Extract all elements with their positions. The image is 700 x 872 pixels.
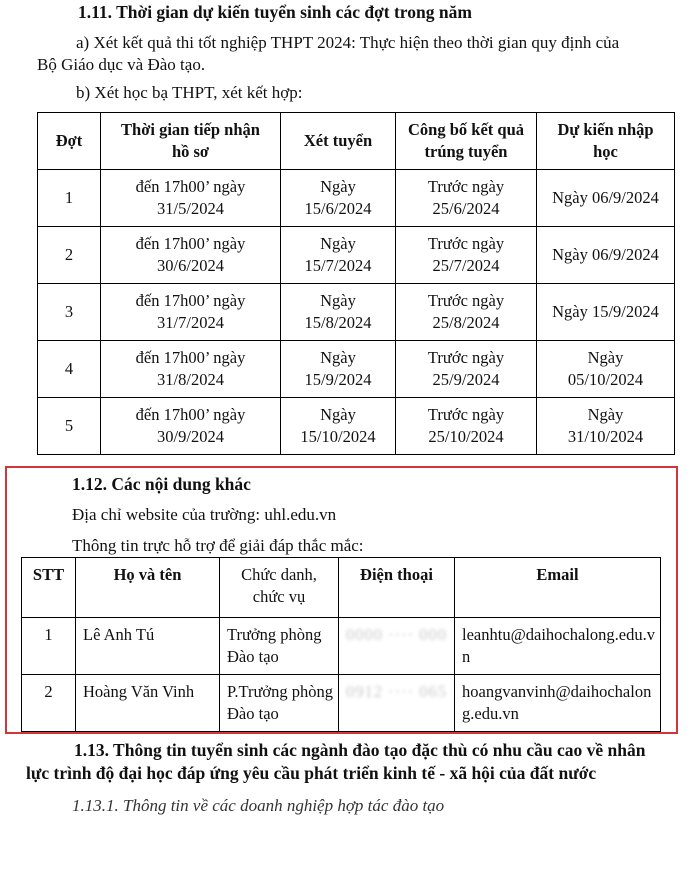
schedule-table bbox=[37, 112, 675, 455]
nhan-ho-so-cell: đến 17h00’ ngày 30/6/2024 bbox=[101, 227, 281, 284]
nhan-ho-so-cell: đến 17h00’ ngày 31/8/2024 bbox=[101, 341, 281, 398]
xet-tuyen-cell: Ngày 15/9/2024 bbox=[281, 341, 396, 398]
table-row bbox=[22, 675, 661, 732]
header-cong-bo: Công bố kết quả trúng tuyển bbox=[396, 113, 537, 170]
dot-cell: 2 bbox=[38, 227, 101, 284]
para-a-line2: Bộ Giáo dục và Đào tạo. bbox=[37, 55, 206, 74]
stt-cell: 1 bbox=[22, 618, 76, 675]
section-1-13-1-subheading: 1.13.1. Thông tin về các doanh nghiệp hợp tác đào tạo bbox=[72, 796, 445, 815]
phone-redacted: 0000 ···· 000 bbox=[346, 625, 447, 644]
header-dien-thoai: Điện thoại bbox=[339, 558, 455, 618]
header-nhap-hoc: Dự kiến nhập học bbox=[537, 113, 675, 170]
nhap-hoc-cell: Ngày 05/10/2024 bbox=[537, 341, 675, 398]
table-row bbox=[38, 170, 675, 227]
para-b: b) Xét học bạ THPT, xét kết hợp: bbox=[76, 83, 303, 102]
title-cell: P.Trưởng phòng Đào tạo bbox=[220, 675, 339, 732]
phone-cell bbox=[339, 675, 455, 732]
cong-bo-cell: Trước ngày 25/8/2024 bbox=[396, 284, 537, 341]
xet-tuyen-cell: Ngày 15/10/2024 bbox=[281, 398, 396, 455]
nhap-hoc-cell: Ngày 06/9/2024 bbox=[537, 227, 675, 284]
table-row bbox=[38, 341, 675, 398]
name-cell: Lê Anh Tú bbox=[76, 618, 220, 675]
nhap-hoc-cell: Ngày 31/10/2024 bbox=[537, 398, 675, 455]
contact-table bbox=[21, 557, 661, 732]
section-1-13-heading-line2: lực trình độ đại học đáp ứng yêu cầu phát triển kinh tế - xã hội của đất nước bbox=[26, 763, 597, 783]
table-row bbox=[38, 227, 675, 284]
section-1-13-heading-line1: 1.13. Thông tin tuyển sinh các ngành đào tạo đặc thù có nhu cầu cao về nhân bbox=[74, 740, 646, 760]
support-line: Thông tin trực hỗ trợ để giải đáp thắc mắc: bbox=[72, 536, 364, 555]
nhap-hoc-cell: Ngày 15/9/2024 bbox=[537, 284, 675, 341]
cong-bo-cell: Trước ngày 25/6/2024 bbox=[396, 170, 537, 227]
dot-cell: 5 bbox=[38, 398, 101, 455]
table-row bbox=[38, 284, 675, 341]
email-cell: leanhtu@daihochalong.edu.vn bbox=[455, 618, 661, 675]
header-chuc-danh: Chức danh, chức vụ bbox=[220, 558, 339, 618]
header-nhan-ho-so: Thời gian tiếp nhận hồ sơ bbox=[101, 113, 281, 170]
nhan-ho-so-cell: đến 17h00’ ngày 31/5/2024 bbox=[101, 170, 281, 227]
schedule-header-row bbox=[38, 113, 675, 170]
xet-tuyen-cell: Ngày 15/6/2024 bbox=[281, 170, 396, 227]
para-a-line1: a) Xét kết quả thi tốt nghiệp THPT 2024: Thực hiện theo thời gian quy định của bbox=[76, 33, 620, 52]
website-line: Địa chỉ website của trường: uhl.edu.vn bbox=[72, 505, 337, 524]
name-cell: Hoàng Văn Vinh bbox=[76, 675, 220, 732]
xet-tuyen-cell: Ngày 15/8/2024 bbox=[281, 284, 396, 341]
email-cell: hoangvanvinh@daihochalong.edu.vn bbox=[455, 675, 661, 732]
title-cell: Trưởng phòng Đào tạo bbox=[220, 618, 339, 675]
stt-cell: 2 bbox=[22, 675, 76, 732]
table-row bbox=[38, 398, 675, 455]
section-1-12-heading: 1.12. Các nội dung khác bbox=[72, 474, 251, 494]
header-email: Email bbox=[455, 558, 661, 618]
dot-cell: 1 bbox=[38, 170, 101, 227]
contact-header-row bbox=[22, 558, 661, 618]
nhan-ho-so-cell: đến 17h00’ ngày 31/7/2024 bbox=[101, 284, 281, 341]
dot-cell: 3 bbox=[38, 284, 101, 341]
table-row bbox=[22, 618, 661, 675]
header-ho-ten: Họ và tên bbox=[76, 558, 220, 618]
dot-cell: 4 bbox=[38, 341, 101, 398]
cong-bo-cell: Trước ngày 25/10/2024 bbox=[396, 398, 537, 455]
xet-tuyen-cell: Ngày 15/7/2024 bbox=[281, 227, 396, 284]
header-dot: Đợt bbox=[38, 113, 101, 170]
section-1-11-heading: 1.11. Thời gian dự kiến tuyển sinh các đợt trong năm bbox=[78, 2, 472, 22]
phone-redacted: 0912 ···· 065 bbox=[346, 682, 447, 701]
phone-cell bbox=[339, 618, 455, 675]
header-stt: STT bbox=[22, 558, 76, 618]
nhan-ho-so-cell: đến 17h00’ ngày 30/9/2024 bbox=[101, 398, 281, 455]
cong-bo-cell: Trước ngày 25/7/2024 bbox=[396, 227, 537, 284]
header-xet-tuyen: Xét tuyển bbox=[281, 113, 396, 170]
cong-bo-cell: Trước ngày 25/9/2024 bbox=[396, 341, 537, 398]
nhap-hoc-cell: Ngày 06/9/2024 bbox=[537, 170, 675, 227]
